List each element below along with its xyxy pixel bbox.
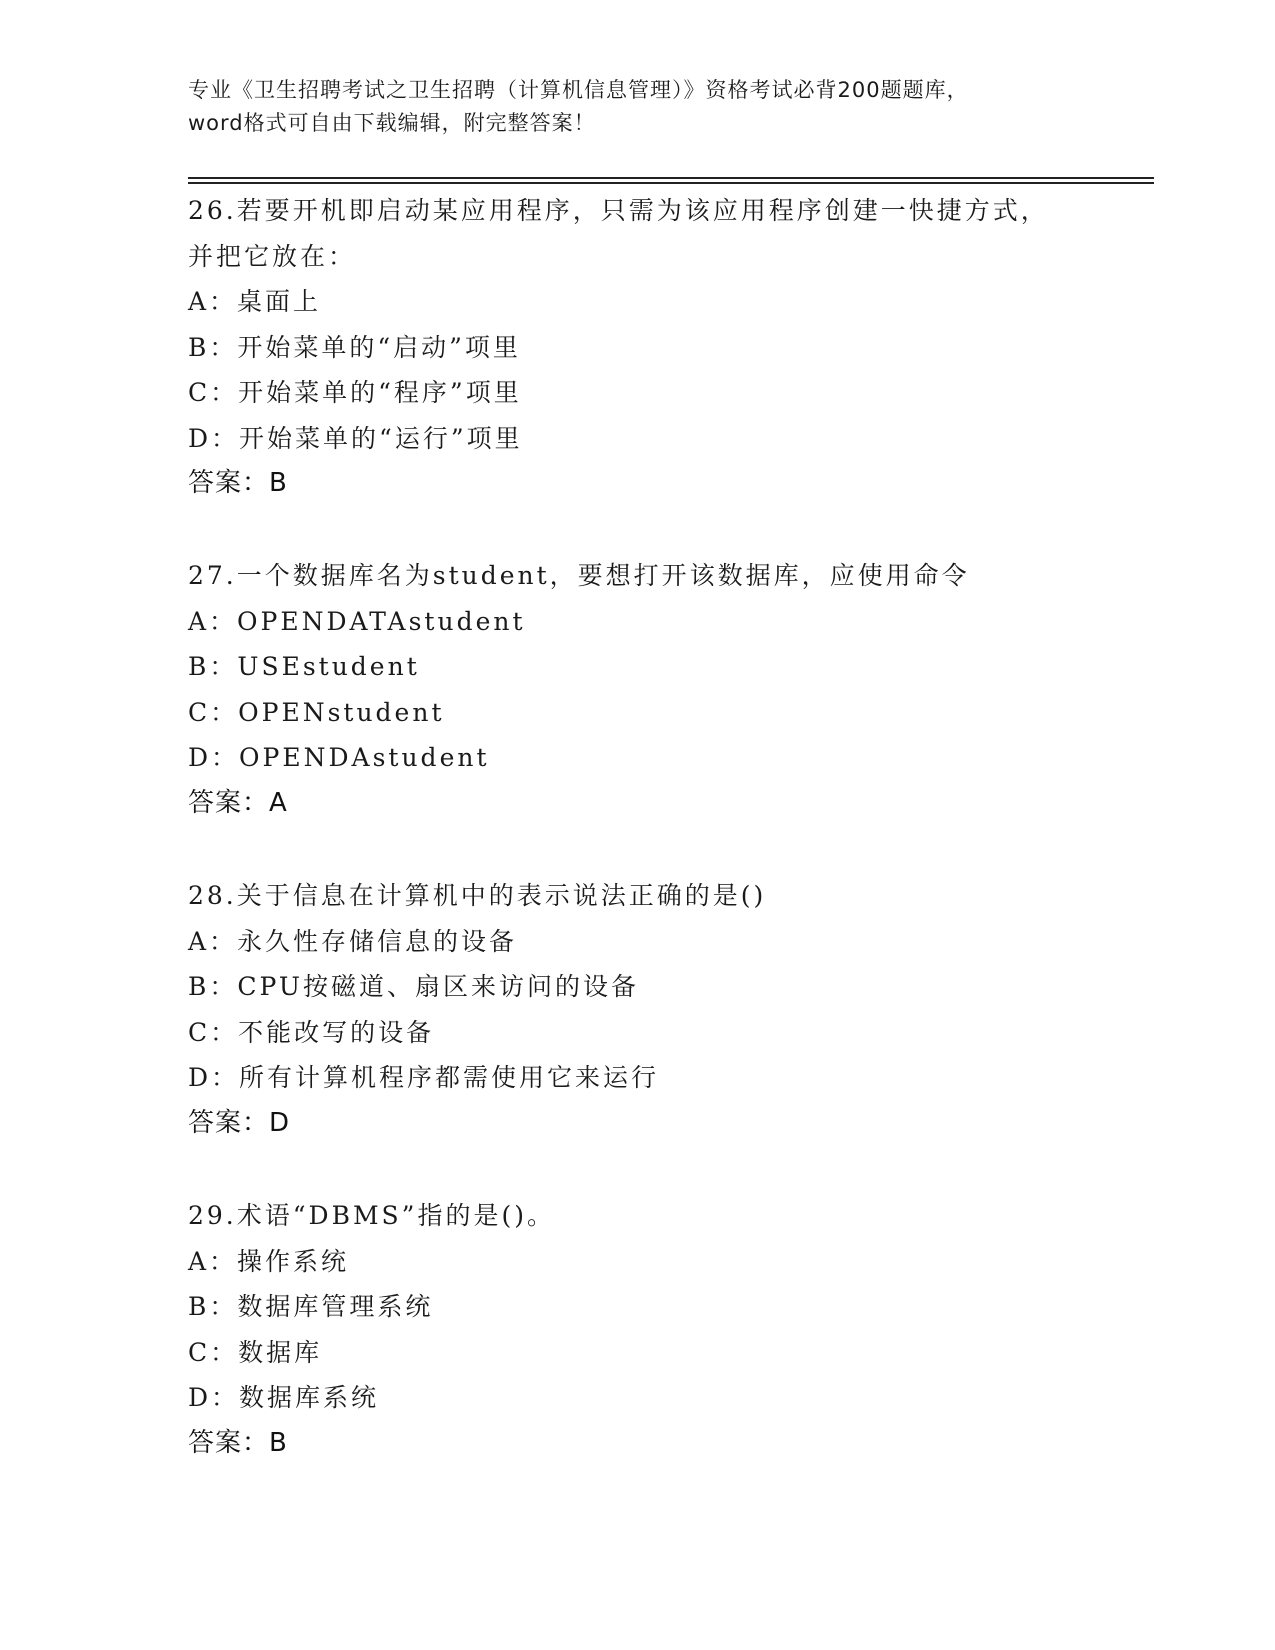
question-stem: 28.关于信息在计算机中的表示说法正确的是()	[188, 881, 767, 910]
option-b: B：USEstudent	[188, 652, 420, 681]
header-divider-top	[188, 177, 1154, 179]
option-a: A：永久性存储信息的设备	[188, 926, 518, 956]
document-header	[188, 74, 1088, 140]
question-stem: 26.若要开机即启动某应用程序，只需为该应用程序创建一快捷方式，	[188, 196, 1049, 225]
option-d: D：数据库系统	[188, 1383, 380, 1412]
question-29	[188, 1193, 1148, 1466]
option-b: B：数据库管理系统	[188, 1292, 434, 1321]
header-divider-bottom	[188, 182, 1154, 184]
question-26	[188, 188, 1148, 507]
option-a: A：操作系统	[188, 1246, 350, 1276]
answer-line: 答案：B	[188, 468, 288, 498]
header-line-2: word格式可自由下载编辑，附完整答案！	[188, 111, 596, 135]
answer-line: 答案：B	[188, 1427, 288, 1458]
question-28	[188, 873, 1148, 1146]
option-d: D：OPENDAstudent	[188, 743, 490, 772]
question-stem: 29.术语“DBMS”指的是()。	[188, 1201, 555, 1230]
answer-line: 答案：D	[188, 1107, 291, 1138]
option-b: B：CPU按磁道、扇区来访问的设备	[188, 972, 639, 1001]
option-a: A：OPENDATAstudent	[188, 606, 526, 636]
option-c: C：OPENstudent	[188, 697, 445, 727]
option-d: D：开始菜单的“运行”项里	[188, 423, 523, 453]
answer-line: 答案：A	[188, 787, 288, 818]
option-c: C：开始菜单的“程序”项里	[188, 378, 522, 407]
question-stem: 并把它放在：	[188, 241, 357, 271]
option-d: D：所有计算机程序都需使用它来运行	[188, 1063, 660, 1092]
header-line-1: 专业《卫生招聘考试之卫生招聘（计算机信息管理）》资格考试必背200题题库，	[188, 78, 969, 102]
option-c: C：不能改写的设备	[188, 1017, 435, 1047]
option-a: A：桌面上	[188, 287, 322, 316]
question-27	[188, 553, 1148, 826]
option-c: C：数据库	[188, 1337, 323, 1367]
question-stem: 27.一个数据库名为student，要想打开该数据库，应使用命令	[188, 561, 970, 590]
option-b: B：开始菜单的“启动”项里	[188, 332, 521, 362]
